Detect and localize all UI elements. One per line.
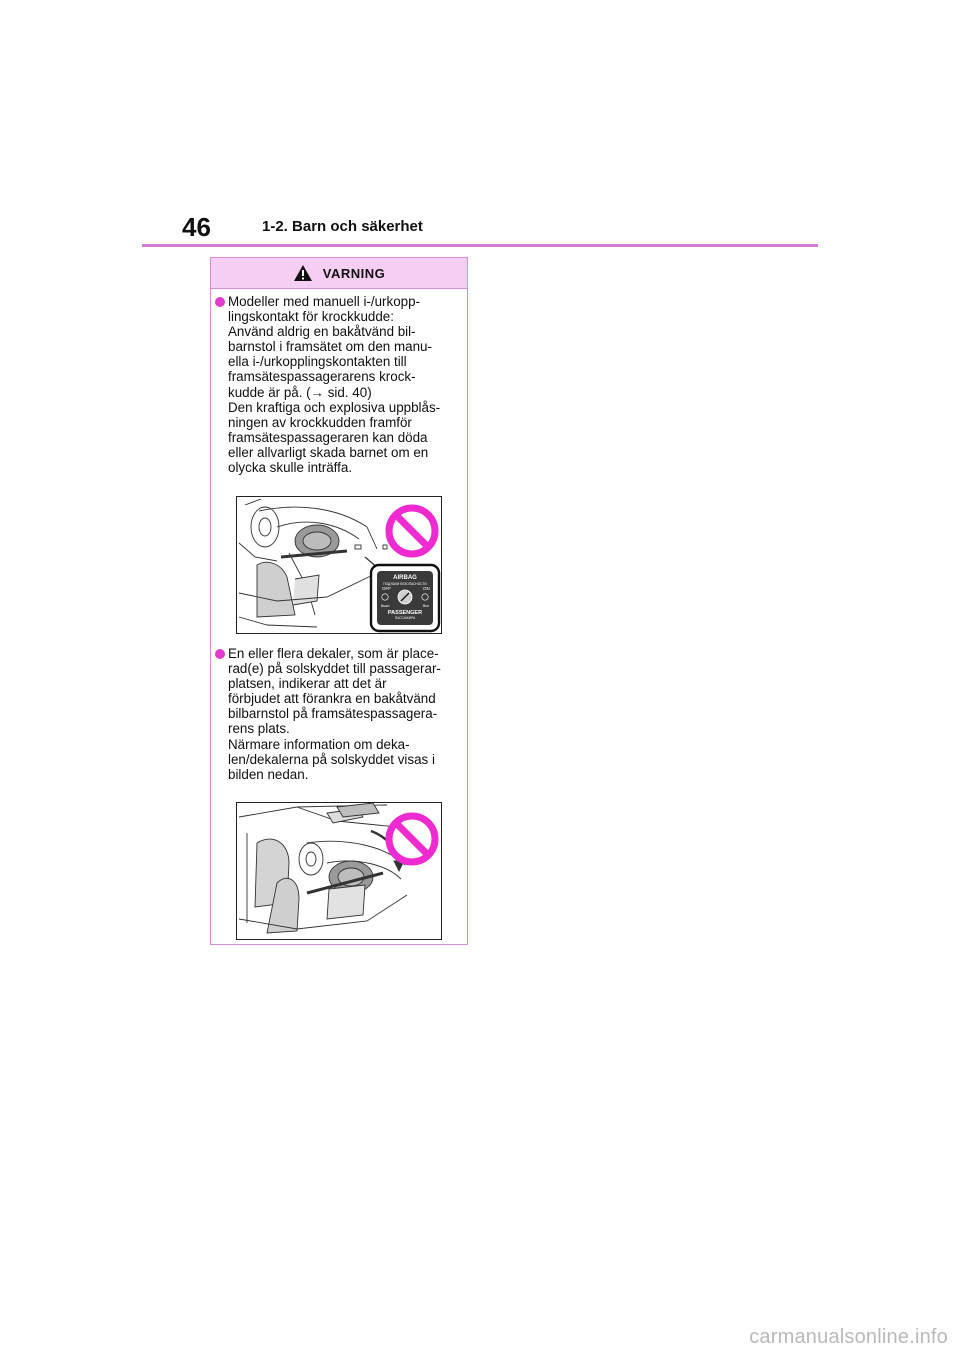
svg-text:Вкл: Вкл xyxy=(423,604,429,608)
sun-visor-illustration xyxy=(237,803,441,939)
prohibition-icon xyxy=(389,816,435,862)
svg-text:ПАССАЖИРА: ПАССАЖИРА xyxy=(394,616,416,620)
prohibition-icon xyxy=(389,508,435,554)
svg-text:PASSENGER: PASSENGER xyxy=(387,610,423,616)
warning-triangle-icon xyxy=(293,264,313,282)
warning-item-text: Modeller med manuell i-/urkopp- lingskontakt för krockkudde: Använd aldrig en bakåtvänd bil- barnstol i framsätet om den manu- ella i-/urkopplingskontakten till framsätespassagerarens krock- kudde är på. (→ sid. 40) Den kraftiga och explosiva uppblås- ningen av krockkudden framför framsätespassageraren kan döda eller allvarligt skada barnet om en olycka skulle inträffa. xyxy=(228,294,441,476)
header-rule xyxy=(142,244,818,247)
bullet-icon xyxy=(215,649,225,659)
dashboard-illustration xyxy=(237,497,441,633)
airbag-switch-inset xyxy=(371,565,439,631)
svg-text:Выкл: Выкл xyxy=(381,604,390,608)
section-title: 1-2. Barn och säkerhet xyxy=(262,218,423,235)
bullet-icon xyxy=(215,297,225,307)
warning-header xyxy=(211,258,467,289)
svg-text:ON: ON xyxy=(423,586,430,591)
illustration-airbag-switch xyxy=(236,496,442,634)
warning-title: VARNING xyxy=(322,265,386,281)
page-number: 46 xyxy=(182,212,211,242)
illustration-sun-visor xyxy=(236,802,442,940)
warning-item-text: En eller flera dekaler, som är place- rad(e) på solskyddet till passagerar- platsen, indikerar att det är förbjudet att förankra en bakåtvänd bilbarnstol på framsätespassagera- rens plats. Närmare information om deka- len/dekalerna på solskyddet visas i bilden nedan. xyxy=(228,646,441,782)
svg-text:AIRBAG: AIRBAG xyxy=(393,575,417,581)
svg-text:OFF: OFF xyxy=(382,586,391,591)
footer-watermark: carmanualsonline.info xyxy=(749,1326,948,1348)
svg-text:ПОДУШКИ БЕЗОПАСНОСТИ: ПОДУШКИ БЕЗОПАСНОСТИ xyxy=(383,582,427,586)
